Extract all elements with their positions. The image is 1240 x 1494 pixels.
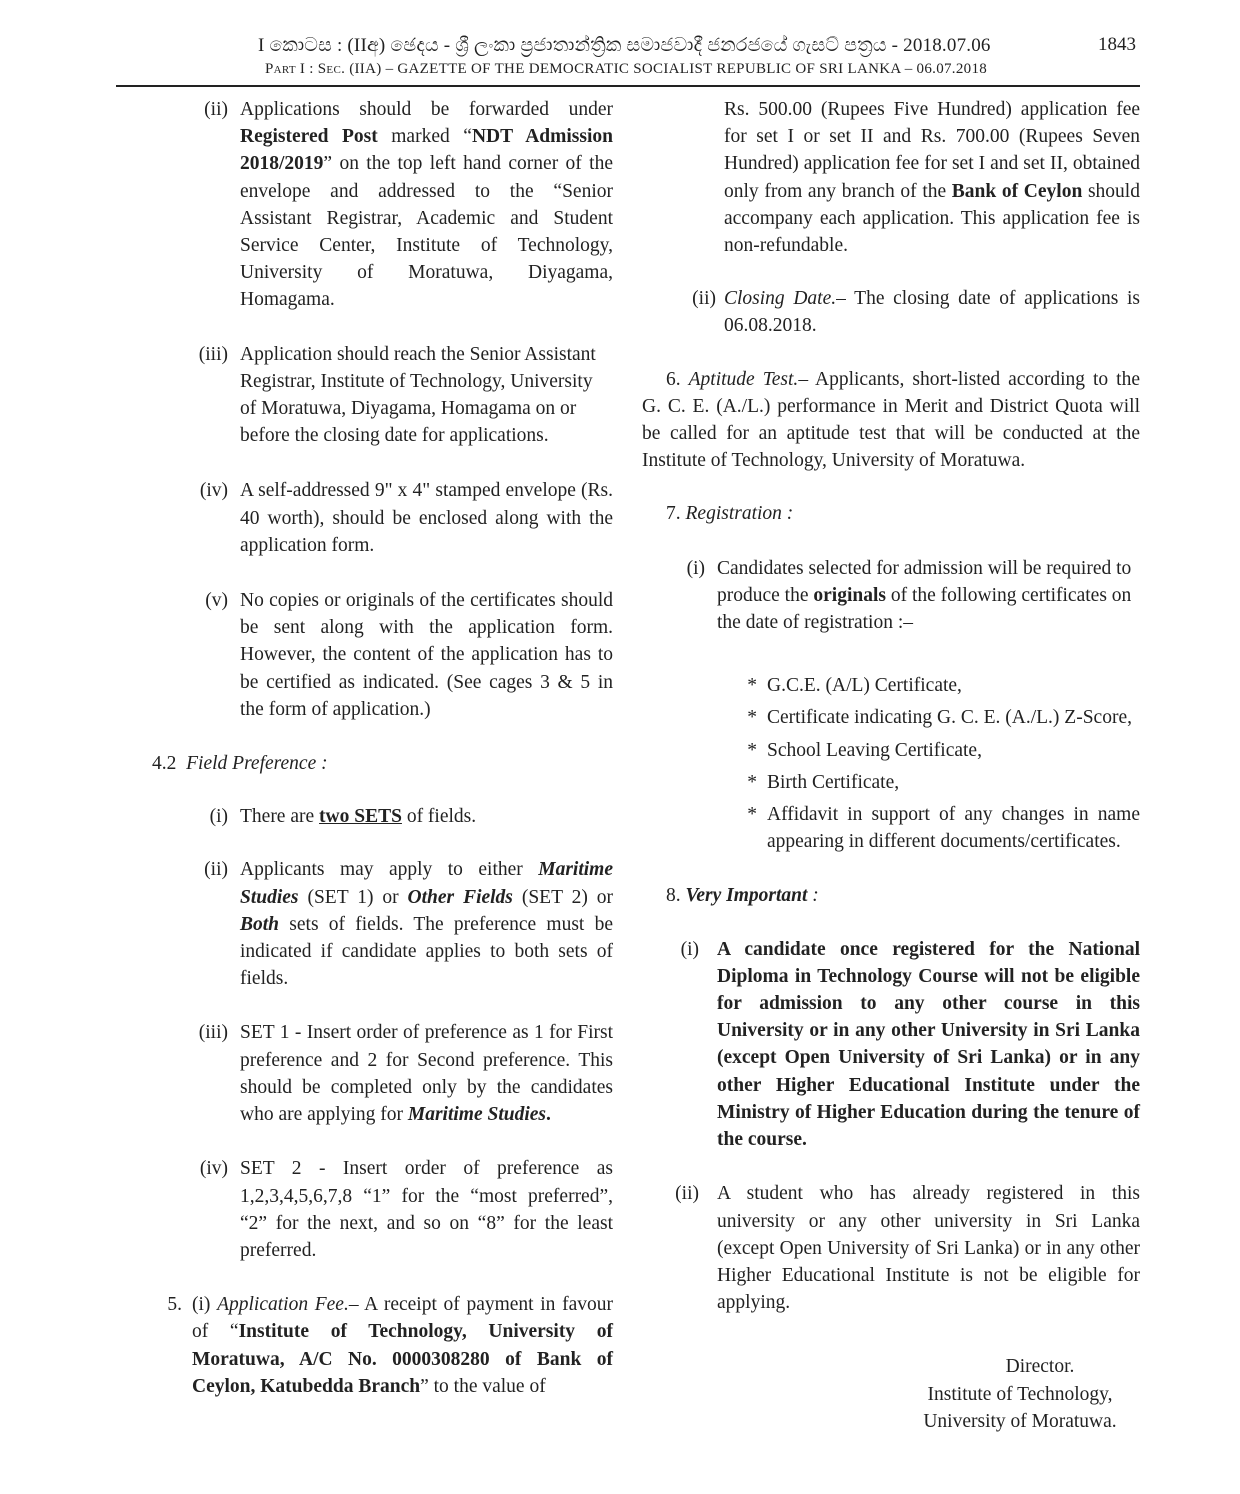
bold-run: Bank of Ceylon [951, 180, 1083, 202]
text-run: – The closing date of applications is 06.08.2018. [724, 288, 1140, 337]
item-text: A self-addressed 9" x 4" stamped envelope (Rs. 40 worth), should be enclosed along with the application form. [240, 480, 613, 556]
text-run: SET 1 - Insert order of preference as 1 for First preference and 2 for Second preference. This should be completed only by the candidates who are applying for [240, 1022, 613, 1126]
item-5-ii [642, 285, 1140, 339]
item-text [240, 856, 613, 992]
signature-block [900, 1353, 1140, 1436]
item-label: (ii) [675, 1183, 699, 1205]
section-title: Very Important [685, 885, 808, 907]
text-run: sets of fields. The preference must be indicated if candidate applies to both sets of fields. [240, 913, 613, 990]
item-label: (iv) [199, 480, 228, 502]
list-item [642, 704, 1140, 731]
text-run: ” on the top left hand corner of the envelope and addressed to the “Senior Assistant Registrar, Academic and Student Service Center, Institute of Technology, University of Moratuwa, Diyagama, Homagama. [240, 153, 613, 311]
item-label: (i) [686, 557, 705, 579]
bullet-text: Affidavit in support of any changes in name appearing in different documents/certificates. [767, 804, 1140, 853]
text-run: ” to the value of [420, 1375, 546, 1397]
text-run: Applicants may apply to either [240, 859, 539, 881]
item-4-v [140, 587, 613, 723]
header-gazette-title: – GAZETTE OF THE DEMOCRATIC SOCIALIST REPUBLIC OF SRI LANKA – 06.07.2018 [381, 61, 988, 77]
bold-italic-run: Other Fields [407, 886, 513, 908]
italic-run: Application Fee. [217, 1294, 349, 1316]
text-run: There are [240, 806, 320, 828]
section-5-continued [724, 96, 1140, 259]
bold-run: Institute of Technology, University of Moratuwa, A/C No. 0000308280 of Bank of Ceylon, Katubedda Branch [192, 1321, 613, 1397]
text-run: marked “ [377, 126, 472, 148]
italic-run: Aptitude Test. [688, 368, 799, 390]
text-run: Applications should be forwarded under [240, 99, 613, 120]
header-sinhala: I කොටස : (IIඅ) ඡෙදය - ශ්‍රී ලංකා ප්‍රජාතාන්ත්‍රික සමාජවාදී ජනරජයේ ගැසට් පත්‍රය - 2018.07.06 [258, 35, 991, 56]
sub-label: (i) [192, 1294, 211, 1316]
right-column [642, 96, 1140, 1316]
item-label: (ii) [692, 288, 716, 310]
section-title: Registration : [685, 503, 794, 525]
item-text: SET 2 - Insert order of preference as 1,2,3,4,5,6,7,8 “1” for the “most preferred”, “2” for the next, and so on “8” for the least preferred. [240, 1158, 613, 1261]
bullet-mark: * [747, 675, 757, 697]
item-4-2-iv [140, 1155, 613, 1264]
item-text [240, 803, 613, 830]
text-run: should accompany each application. This application fee is non-refundable. [724, 180, 1140, 257]
bullet-text: G.C.E. (A/L) Certificate, [767, 675, 962, 697]
bold-run: Registered Post [240, 126, 378, 148]
section-number: 6. [666, 368, 681, 390]
item-label: (iii) [198, 1022, 228, 1044]
section-7-heading [642, 500, 1140, 527]
bullet-mark: * [747, 804, 757, 826]
item-8-ii [642, 1180, 1140, 1316]
header-english [265, 61, 987, 78]
item-4-iv [140, 477, 613, 559]
item-label: (ii) [204, 99, 228, 120]
list-item [642, 672, 1140, 699]
item-text: A candidate once registered for the National Diploma in Technology Course will not be eligible for admission to any other course in this University or in any other University in Sri Lanka (except Open University of Sri Lanka) or in any other Higher Educational Institute under the Ministry of Higher Education during the tenure of the course. [717, 938, 1140, 1151]
item-label: (iv) [199, 1158, 228, 1180]
item-text: No copies or originals of the certificates should be sent along with the application form. However, the content of the application has to be certified as indicated. (See cages 3 & 5 in the form of application.) [240, 590, 613, 720]
list-item [642, 769, 1140, 796]
text-run: of fields. [401, 806, 477, 828]
section-6 [642, 366, 1140, 475]
bold-run: originals [813, 584, 886, 606]
item-label: (ii) [204, 859, 228, 881]
list-item [642, 801, 1140, 855]
bold-run: NDT Admission 2018/2019 [240, 126, 613, 175]
bold-italic-run: Both [240, 913, 280, 935]
underlined-run: two SETS [319, 806, 402, 828]
page-number: 1843 [1098, 34, 1136, 55]
text-run: (SET 1) or [298, 886, 408, 908]
italic-run: Closing Date. [724, 288, 837, 310]
text-run: (SET 2) or [512, 886, 613, 908]
section-number: 8. [666, 885, 681, 907]
item-text [717, 555, 1140, 637]
signature-title: Director. [1005, 1356, 1075, 1377]
section-number: 5. [167, 1294, 182, 1316]
item-text: Application should reach the Senior Assistant Registrar, Institute of Technology, University of Moratuwa, Diyagama, Homagama on or before the closing date for applications. [240, 343, 596, 447]
header-part: Part I : Sec. (IIA) [265, 61, 382, 77]
signature-institute: Institute of Technology, [927, 1383, 1113, 1405]
text-run: – A receipt of payment in favour of “ [192, 1294, 613, 1343]
section-title: Field Preference : [186, 753, 328, 775]
item-label: (i) [209, 806, 228, 828]
header-rule [116, 85, 1140, 87]
list-item [642, 737, 1140, 764]
section-5 [140, 1291, 613, 1400]
item-text: A student who has already registered in this university or any other university in Sri Lanka (except Open University of Sri Lanka) or in any other Higher Educational Institute is not be eligible for applying. [717, 1183, 1140, 1314]
item-text [240, 1019, 613, 1128]
bullet-text: School Leaving Certificate, [767, 739, 982, 761]
signature-university: University of Moratuwa. [923, 1411, 1117, 1432]
item-text [240, 96, 613, 314]
section-title-colon: : [807, 885, 819, 907]
item-7-i [642, 555, 1140, 637]
section-number: 7. [666, 503, 681, 525]
section-number: 4.2 [152, 753, 177, 775]
section-4-2-heading [140, 750, 613, 777]
item-label: (i) [680, 938, 699, 960]
text-run: . [546, 1104, 551, 1126]
item-text [724, 285, 1140, 339]
text-run: of the following certificates on the date of registration :– [717, 584, 1132, 634]
item-8-i [642, 936, 1140, 1154]
text-run: – Applicants, short-listed according to the G. C. E. (A./L.) performance in Merit and District Quota will be called for an aptitude test that will be conducted at the Institute of Technology, University of Moratuwa. [642, 368, 1140, 472]
bullet-mark: * [747, 739, 757, 761]
item-4-2-i [140, 803, 613, 830]
item-text [192, 1291, 613, 1400]
item-label: (v) [205, 590, 228, 612]
item-4-2-ii [140, 856, 613, 992]
bullet-mark: * [747, 707, 757, 729]
bullet-mark: * [747, 771, 757, 793]
item-4-iii [140, 341, 613, 450]
item-4-2-iii [140, 1019, 613, 1128]
text-run: Rs. 500.00 (Rupees Five Hundred) application fee for set I or set II and Rs. 700.00 (Rupees Seven Hundred) application fee for set I and set II, obtained only from any branch of the [724, 99, 1140, 202]
bullet-text: Certificate indicating G. C. E. (A./L.) Z-Score, [767, 707, 1132, 729]
left-column [140, 96, 613, 1400]
bold-italic-run: Maritime Studies [240, 859, 613, 908]
bullet-text: Birth Certificate, [767, 771, 900, 793]
item-4-ii [140, 96, 613, 314]
text-run: Candidates selected for admission will be required to produce the [717, 557, 1132, 606]
bold-italic-run: Maritime Studies [407, 1104, 547, 1126]
item-label: (iii) [198, 343, 228, 365]
section-8-heading [642, 882, 1140, 909]
certificate-list [642, 672, 1140, 855]
